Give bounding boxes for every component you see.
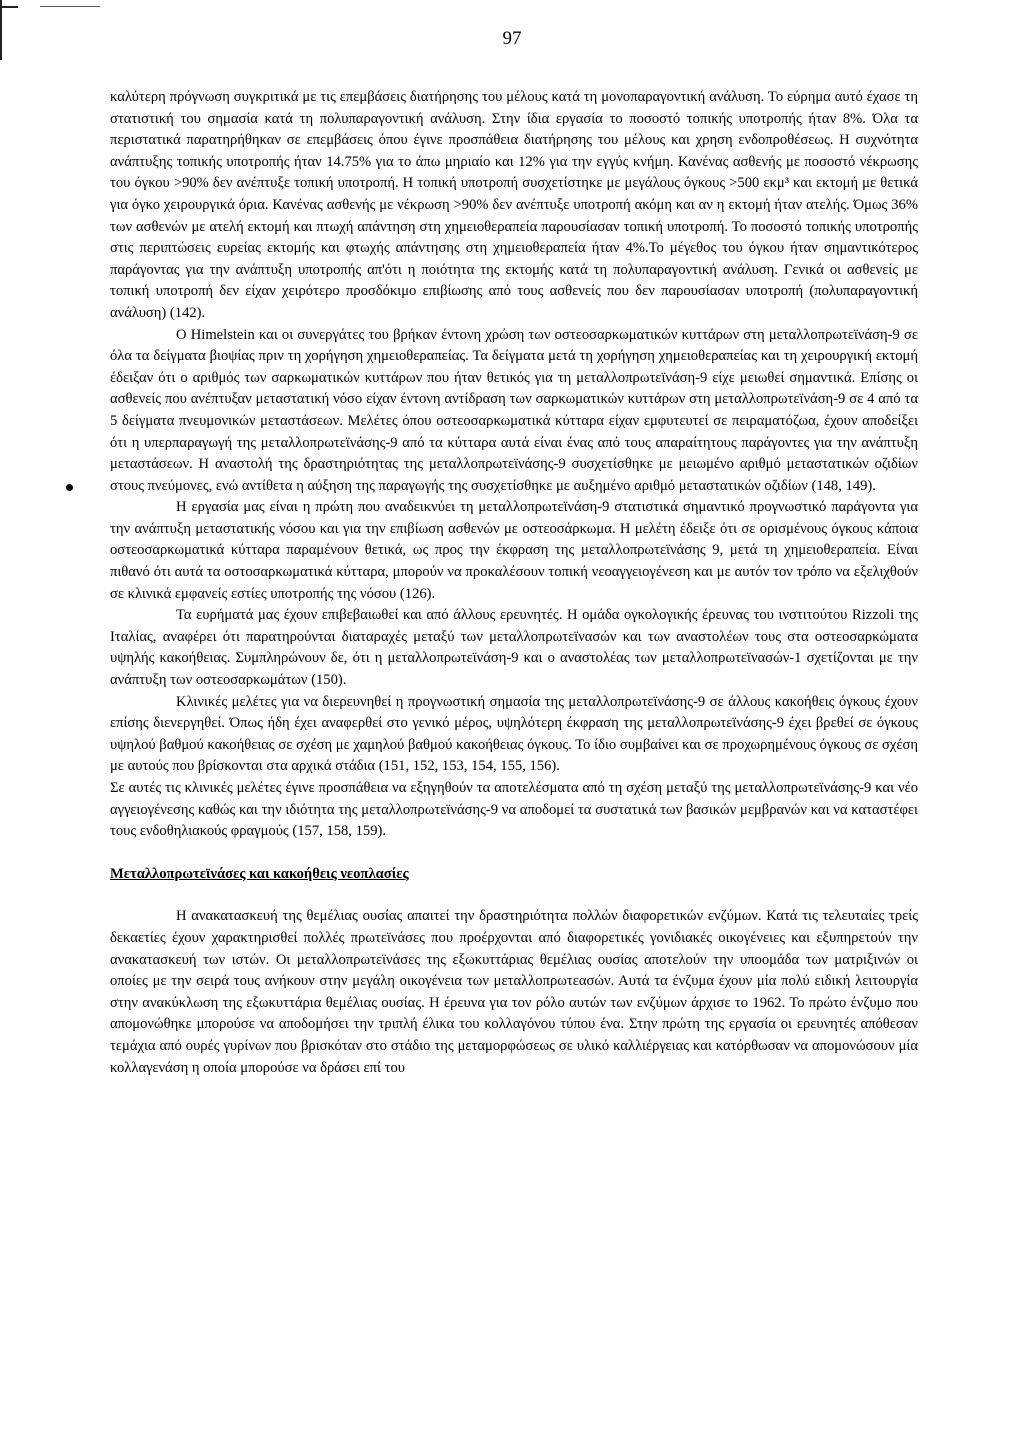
paragraph-himelstein: Ο Himelstein και οι συνεργάτες του βρήκαν έντονη χρώση των οστεοσαρκωματικών κυττάρων στη μεταλλοπρωτεϊνάση-9 σε όλα τα δείγματα βιοψίας πριν τη χορήγηση χημειοθεραπείας. Τα δείγματα μετά τη χορήγηση χημειοθεραπείας και τη χειρουργική εκτομή έδειξαν ότι ο αριθμός των σαρκωματικών κυττάρων που ήταν θετικός για τη μεταλλοπρωτεϊνάση-9 είχε μειωθεί σημαντικά. Επίσης οι ασθενείς που ανέπτυξαν μεταστατική νόσο είχαν έντονη αντίδραση των σαρκωματικών κυττάρων στη μεταλλοπρωτεϊνάση-9 σε 4 από τα 5 δείγματα πνευμονικών μεταστάσεων. Μελέτες όπου οστεοσαρκωματικά κύτταρα είχαν εμφυτευτεί σε πειραματόζωα, έχουν αποδείξει ότι η υπερπαραγωγή της μεταλλοπρωτεϊνάσης-9 από τα κύτταρα αυτά είναι ένας από τους απαραίτητους παράγοντες για την ανάπτυξη μεταστάσεων. Η αναστολή της δραστηριότητας της μεταλλοπρωτεϊνάσης-9 συσχετίσθηκε με μειωμένο αριθμό μεταστατικών οζιδίων στους πνεύμονες, ενώ αντίθετα η αύξηση της παραγωγής της συσχετίσθηκε με αυξημένο αριθμό μεταστατικών οζιδίων (148, 149).: [110, 326, 918, 494]
paragraph-clinical-studies: Κλινικές μελέτες για να διερευνηθεί η προγνωστική σημασία της μεταλλοπρωτεϊνάσης-9 σε άλλους κακοήθεις όγκους έχουν επίσης διενεργηθεί. Όπως ήδη έχει αναφερθεί στο γενικό μέρος, υψηλότερη έκφραση της μεταλλοπρωτεϊνάσης-9 έχει βρεθεί σε όγκους υψηλού βαθμού κακοήθειας σε σχέση με χαμηλού βαθμού κακοήθειας όγκους. Το ίδιο συμβαίνει και σε προχωρημένους όγκους σε σχέση με αυτούς που βρίσκονται στα αρχικά στάδια (151, 152, 153, 154, 155, 156).: [110, 693, 918, 775]
paragraph-our-study: Η εργασία μας είναι η πρώτη που αναδεικνύει τη μεταλλοπρωτεϊνάση-9 στατιστικά σημαντικό προγνωστικό παράγοντα για την ανάπτυξη μεταστατικής νόσου και για την επιβίωση ασθενών με οστεοσάρκωμα. Η μελέτη έδειξε ότι σε ορισμένους όγκους κάποια οστεοσαρκωματικά κύτταρα παραμένουν θετικά, ως προς την έκφραση της μεταλλοπρωτεϊνάσης 9, μετά τη χημειοθεραπεία. Είναι πιθανό ότι αυτά τα οστοσαρκωματικά κύτταρα, μπορούν να προκαλέσουν τοπική νεοαγγειογένεση και με αυτόν τον τρόπο να εξελιχθούν σε κλινικά εμφανείς εστίες υποτροπής της νόσου (126).: [110, 499, 918, 602]
page-number: 97: [502, 28, 522, 49]
paragraph-matrix-remodeling: Η ανακατασκευή της θεμέλιας ουσίας απαιτεί την δραστηριότητα πολλών διαφορετικών ενζύμων. Κατά τις τελευταίες τρείς δεκαετίες έχουν χαρακτηρισθεί πολλές πρωτεϊνάσες που προέρχονται από διαφορετικές γονιδιακές οικογένειες και εξυπηρετούν την ανακατασκευή των ιστών. Οι μεταλλοπρωτεϊνάσες της εξωκυττάριας θεμέλιας ουσίας αποτελούν την υποομάδα των ματριξινών οι οποίες με την σειρά τους ανήκουν στην μεγάλη οικογένεια των μεταλλοπρωτεασών. Αυτά τα ένζυμα έχουν μία πολύ ειδική λειτουργία στην ανακύκλωση της εξωκυττάρια θεμέλιας ουσίας. Η έρευνα για τον ρόλο αυτών των ενζύμων άρχισε το 1962. Το πρώτο ένζυμο που απομονώθηκε μπορούσε να αποδομήσει την τριπλή έλικα του κολλαγόνου τύπου ένα. Στην πρώτη της εργασία οι ερευνητές απόθεσαν τεμάχια από ουρές γυρίνων που βρισκόταν στο στάδιο της μεταμορφώσεως σε υλικό καλλιέργειας και κατόρθωσαν να απομονώσουν μία κολλαγενάση η οποία μπορούσε να δράσει επί του: [110, 908, 918, 1076]
paragraph-angiogenesis: Σε αυτές τις κλινικές μελέτες έγινε προσπάθεια να εξηγηθούν τα αποτελέσματα από τη σχέση μεταξύ της μεταλλοπρωτεϊνάσης-9 και νέο αγγειογένεσης καθώς και την ιδιότητα της μεταλλοπρωτεϊνάσης-9 να αποδομεί τα συστατικά των βασικών μεμβρανών και να καταστέφει τους ενδοθηλιακούς φραγμούς (157, 158, 159).: [110, 780, 918, 840]
margin-dot-mark: [66, 484, 73, 491]
section-heading: Μεταλλοπρωτεϊνάσες και κακοήθεις νεοπλασίες: [110, 865, 409, 882]
document-body: [110, 87, 918, 1079]
scan-header-rule: [40, 6, 100, 7]
paragraph-rizzoli: Τα ευρήματά μας έχουν επιβεβαιωθεί και από άλλους ερευνητές. Η ομάδα ογκολογικής έρευνας του ινστιτούτου Rizzoli της Ιταλίας, αναφέρει ότι παρατηρούνται διαταραχές μεταξύ των μεταλλοπρωτεϊνασών και των αναστολέων τους στα οστεοσαρκώματα υψηλής κακοήθειας. Συμπληρώνουν δε, ότι η μεταλλοπρωτεϊνάση-9 και ο αναστολέας των μεταλλοπρωτεϊνασών-1 σχετίζονται με την ανάπτυξη των οστεοσαρκωμάτων (150).: [110, 607, 918, 689]
paragraph-local-recurrence: καλύτερη πρόγνωση συγκριτικά με τις επεμβάσεις διατήρησης του μέλους κατά τη μονοπαραγοντική ανάλυση. Το εύρημα αυτό έχασε τη στατιστική του σημασία κατά τη πολυπαραγοντική ανάλυση. Στην ίδια εργασία το ποσοστό τοπικής υποτροπής ήταν 8%. Όλα τα περιστατικά παρατηρήθηκαν σε επεμβάσεις όπου έγινε προσπάθεια διατήρησης του μέλους και χρηση ενδοπροθέσεως. Η συχνότητα ανάπτυξης τοπικής υποτροπής ήταν 14.75% για το άπω μηριαίο και 12% για την εγγύς κνήμη. Κανένας ασθενής με ποσοστό νέκρωσης του όγκου >90% δεν ανέπτυξε τοπική υποτροπή. Η τοπική υποτροπή συσχετίστηκε με μεγάλους όγκους >500 εκμ³ και εκτομή με θετικά για όγκο χειρουργικά όρια. Κανένας ασθενής με νέκρωση >90% δεν ανέπτυξε υποτροπή ακόμη και αν η εκτομή ήταν ατελής. Όμως 36% των ασθενών με ατελή εκτομή και πτωχή απάντηση στη χημειοθεραπεία παρουσίασαν τοπική υποτροπή. Το ποσοστό τοπικής υποτροπής στις περιπτώσεις ευρείας εκτομής και φτωχής απάντησης στη χημειοθεραπεία ήταν 4%.Το μέγεθος του όγκου ήταν σημαντικότερος παράγοντας για την ανάπτυξη υποτροπής απ'ότι η ποιότητα της εκτομής κατά τη πολυπαραγοντική ανάλυση. Γενικά οι ασθενείς με τοπική υποτροπή δεν είχαν χειρότερο προσδόκιμο επιβίωσης από τους ασθενείς που δεν παρουσίασαν υποτροπή (πολυπαραγοντική ανάλυση) (142).: [110, 89, 918, 321]
